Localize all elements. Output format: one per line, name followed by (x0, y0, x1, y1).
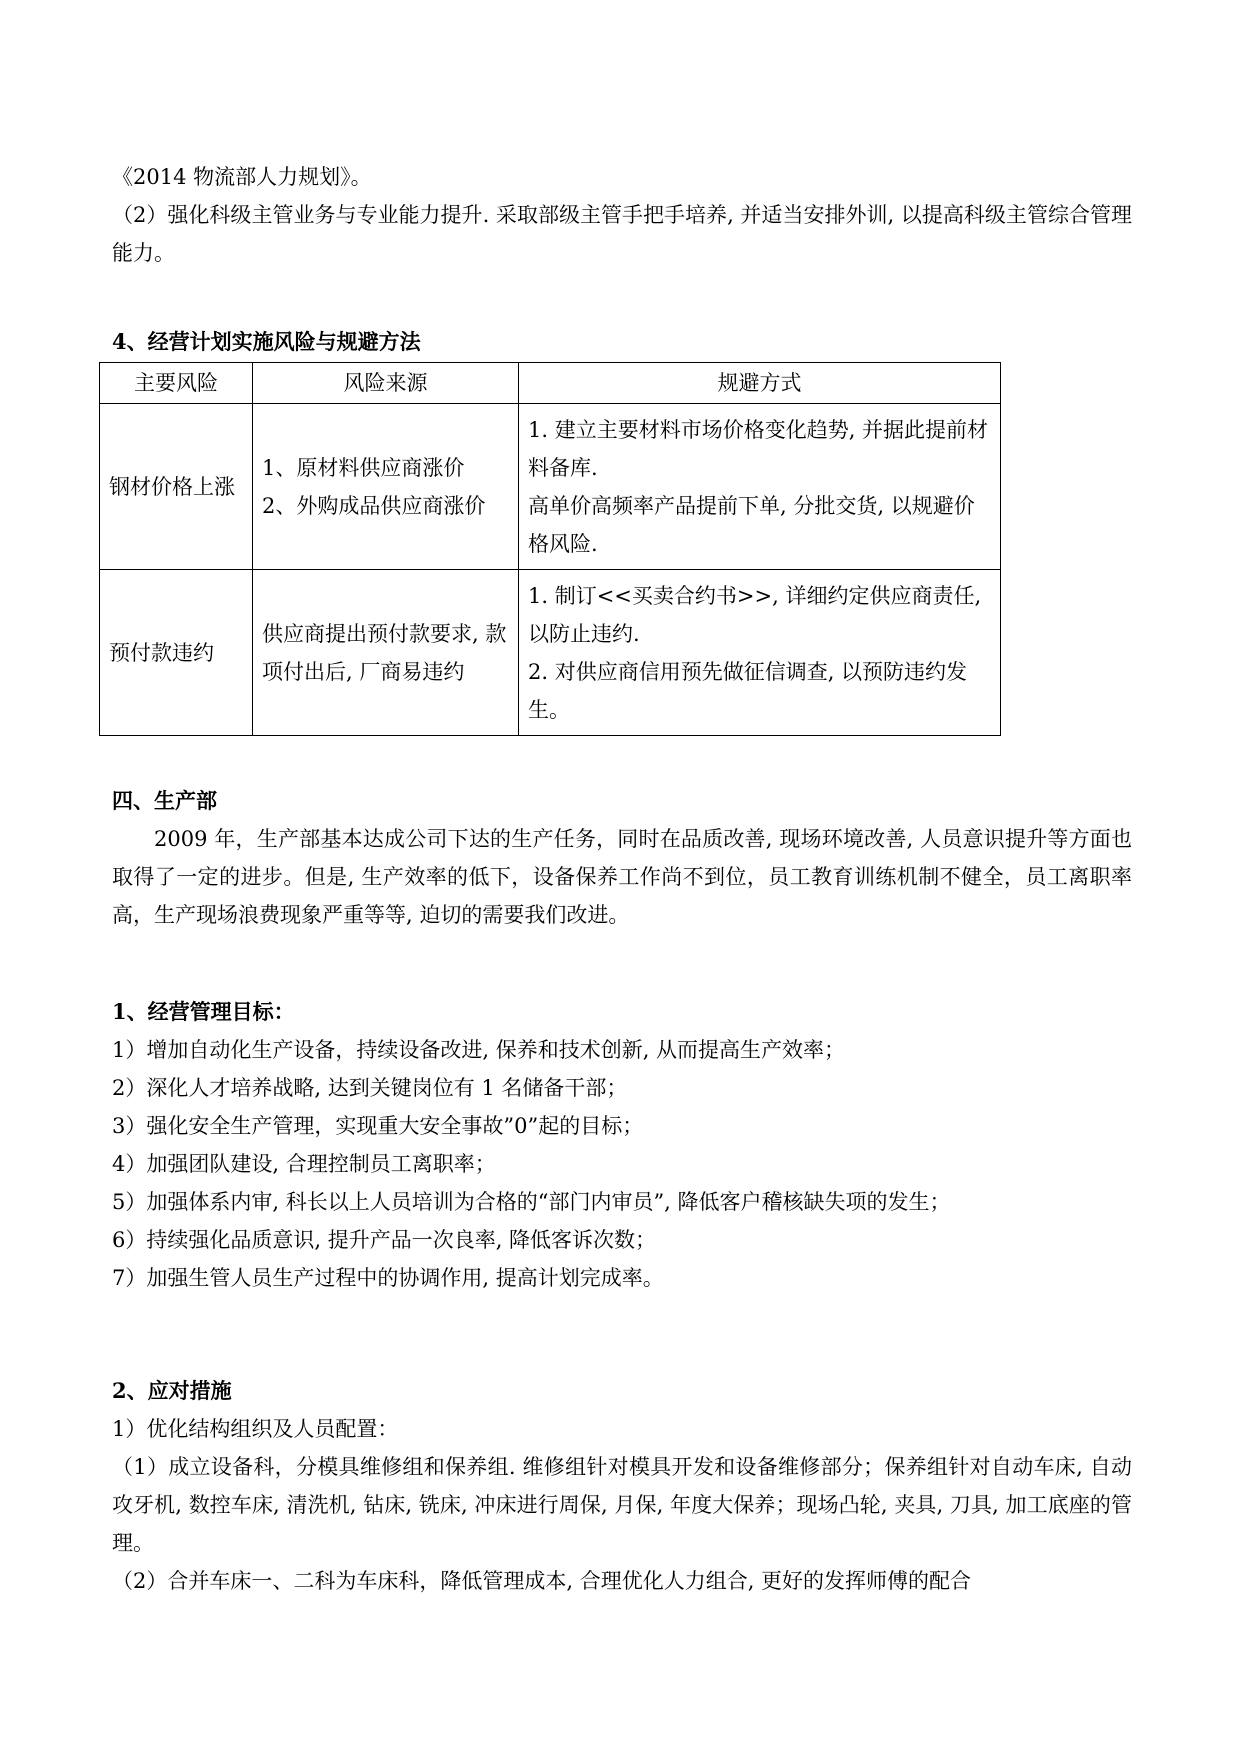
list-item: 4）加强团队建设, 合理控制员工离职率； (112, 1152, 496, 1176)
top-section (112, 158, 1132, 272)
section4-heading-wrap (112, 323, 1132, 361)
list-item: 5）加强体系内审, 科长以上人员培训为合格的“部门内审员”, 降低客户稽核缺失项的发生； (112, 1190, 951, 1214)
method-cell: 1. 建立主要材料市场价格变化趋势, 并据此提前材料备库. 高单价高频率产品提前下单, 分批交货, 以规避价格风险. (519, 404, 1001, 570)
table-row (100, 570, 1001, 736)
production-section (112, 782, 1132, 934)
table-header-source: 风险来源 (253, 363, 519, 404)
risk-cell: 钢材价格上涨 (100, 404, 253, 570)
production-heading: 四、生产部 (112, 788, 217, 813)
source-cell: 1、原材料供应商涨价 2、外购成品供应商涨价 (253, 404, 519, 570)
table-header-row (100, 363, 1001, 404)
plan-reference: 《2014 物流部人力规划》。 (112, 165, 372, 189)
source-cell: 供应商提出预付款要求, 款项付出后, 厂商易违约 (253, 570, 519, 736)
measures-sub1: 1）优化结构组织及人员配置： (112, 1417, 399, 1441)
list-item: 1）增加自动化生产设备，持续设备改进, 保养和技术创新, 从而提高生产效率； (112, 1038, 846, 1062)
list-item: 6）持续强化品质意识, 提升产品一次良率, 降低客诉次数； (112, 1228, 657, 1252)
risk-cell: 预付款违约 (100, 570, 253, 736)
table-header-risk: 主要风险 (100, 363, 253, 404)
risk-table (99, 362, 1001, 736)
measures-section (112, 1372, 1132, 1600)
production-intro: 2009 年，生产部基本达成公司下达的生产任务，同时在品质改善, 现场环境改善, 人员意识提升等方面也取得了一定的进步。但是, 生产效率的低下，设备保养工作尚不到位，员工教育训练机制不健全，员工离职率高，生产现场浪费现象严重等等, 迫切的需要我们改进。 (112, 827, 1132, 927)
list-item: 3）强化安全生产管理，实现重大安全事故”0”起的目标； (112, 1114, 644, 1138)
measures-para2: （2）合并车床一、二科为车床科，降低管理成本, 合理优化人力组合, 更好的发挥师傅的配合 (112, 1569, 972, 1593)
list-item: 2）深化人才培养战略, 达到关键岗位有 1 名储备干部； (112, 1076, 628, 1100)
measures-heading: 2、应对措施 (112, 1378, 232, 1403)
goals-heading: 1、经营管理目标： (112, 999, 295, 1024)
paragraph-training: （2）强化科级主管业务与专业能力提升. 采取部级主管手把手培养, 并适当安排外训, 以提高科级主管综合管理能力。 (112, 203, 1132, 265)
list-item: 7）加强生管人员生产过程中的协调作用, 提高计划完成率。 (112, 1266, 664, 1290)
section4-heading: 4、经营计划实施风险与规避方法 (112, 329, 421, 354)
goals-section (112, 993, 1132, 1297)
measures-para1: （1）成立设备科，分模具维修组和保养组. 维修组针对模具开发和设备维修部分；保养组针对自动车床, 自动攻牙机, 数控车床, 清洗机, 钻床, 铣床, 冲床进行周保, 月保, 年度大保养；现场凸轮, 夹具, 刀具, 加工底座的管理。 (112, 1455, 1132, 1555)
table-row (100, 404, 1001, 570)
method-cell: 1. 制订<<买卖合约书>>, 详细约定供应商责任, 以防止违约. 2. 对供应商信用预先做征信调查, 以预防违约发生。 (519, 570, 1001, 736)
table-header-method: 规避方式 (519, 363, 1001, 404)
